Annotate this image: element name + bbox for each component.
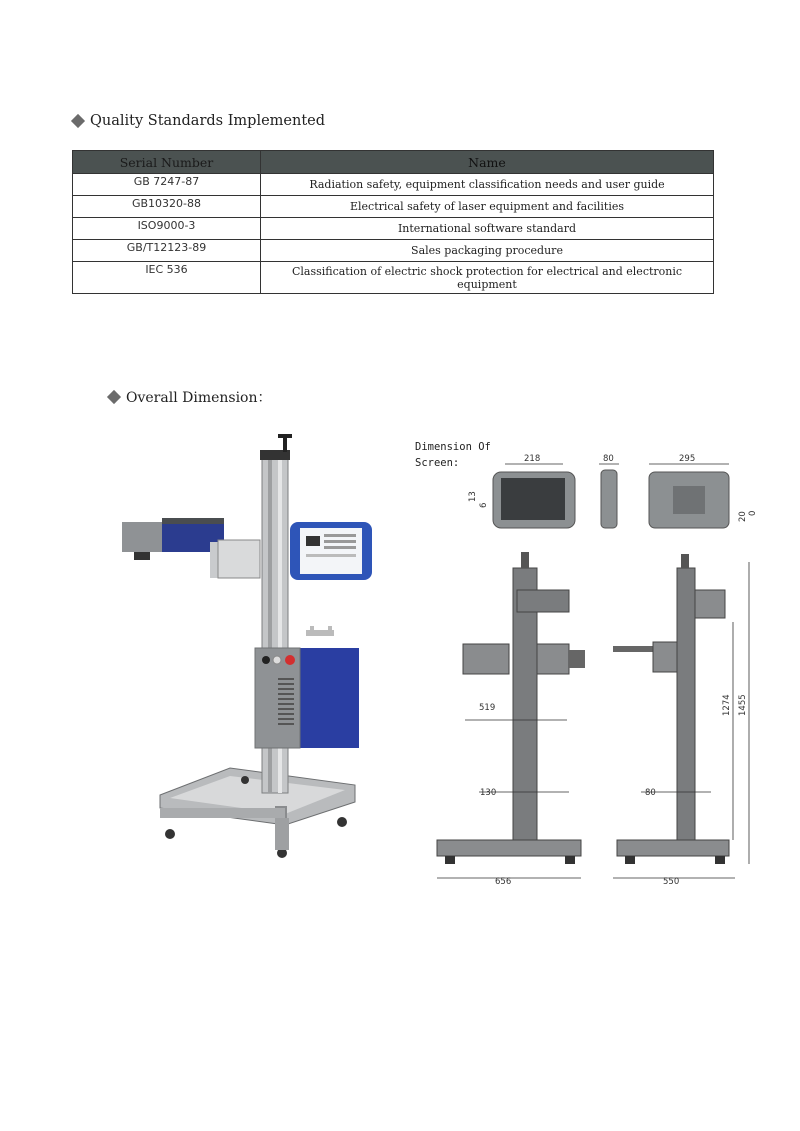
touch-screen — [290, 522, 372, 580]
serial-cell: IEC 536 — [73, 262, 261, 294]
name-cell: Sales packaging procedure — [261, 240, 714, 262]
front-elevation-view — [437, 552, 585, 887]
section-title: Quality Standards Implemented — [90, 113, 326, 129]
section-title: Overall Dimension： — [126, 390, 272, 406]
dim-column-width-front: 130 — [480, 788, 497, 798]
name-cell: Radiation safety, equipment classification needs and user guide — [261, 174, 714, 196]
column-header-serial: Serial Number — [73, 151, 261, 174]
screen-label-line2: Screen: — [415, 457, 460, 469]
diamond-bullet-icon — [107, 390, 121, 404]
name-cell: Classification of electric shock protection for electrical and electronic equipment — [261, 262, 714, 294]
laser-head — [122, 518, 260, 578]
serial-cell: GB10320-88 — [73, 196, 261, 218]
diamond-bullet-icon — [71, 114, 85, 128]
screen-front-view — [468, 454, 575, 528]
dim-column-width-side: 80 — [645, 788, 656, 798]
side-elevation-view — [613, 554, 749, 887]
dim-screen-depth: 80 — [603, 454, 614, 464]
serial-cell: ISO9000-3 — [73, 218, 261, 240]
machine-base — [160, 768, 355, 858]
dim-screen-height-a: 13 — [468, 491, 478, 502]
dim-base-width-side: 550 — [663, 877, 680, 887]
table-row — [73, 262, 714, 294]
table-row — [73, 218, 714, 240]
dim-screen-width: 218 — [524, 454, 541, 464]
dim-screen-height-b: 6 — [479, 502, 489, 508]
laser-marking-machine-illustration — [110, 430, 390, 870]
dim-arm-length: 519 — [479, 703, 496, 713]
dim-screen-back-height-b: 0 — [748, 510, 758, 516]
column-header-name: Name — [261, 151, 714, 174]
screen-back-view — [649, 454, 758, 528]
dim-height-inner: 1274 — [722, 694, 732, 716]
name-cell: International software standard — [261, 218, 714, 240]
serial-cell: GB 7247-87 — [73, 174, 261, 196]
section-heading-quality — [73, 113, 325, 129]
dim-screen-back-width: 295 — [679, 454, 696, 464]
dim-base-width-front: 656 — [495, 877, 512, 887]
table-row — [73, 174, 714, 196]
serial-cell: GB/T12123-89 — [73, 240, 261, 262]
screen-label-line1: Dimension Of — [415, 441, 491, 453]
dim-screen-back-height-a: 20 — [738, 511, 748, 522]
quality-standards-table — [72, 150, 714, 294]
dim-height-total: 1455 — [738, 694, 748, 716]
screen-side-view — [599, 454, 619, 528]
name-cell: Electrical safety of laser equipment and facilities — [261, 196, 714, 218]
table-row — [73, 240, 714, 262]
table-header-row — [73, 151, 714, 174]
table-row — [73, 196, 714, 218]
section-heading-dimension — [109, 387, 272, 407]
technical-drawings — [405, 430, 785, 890]
